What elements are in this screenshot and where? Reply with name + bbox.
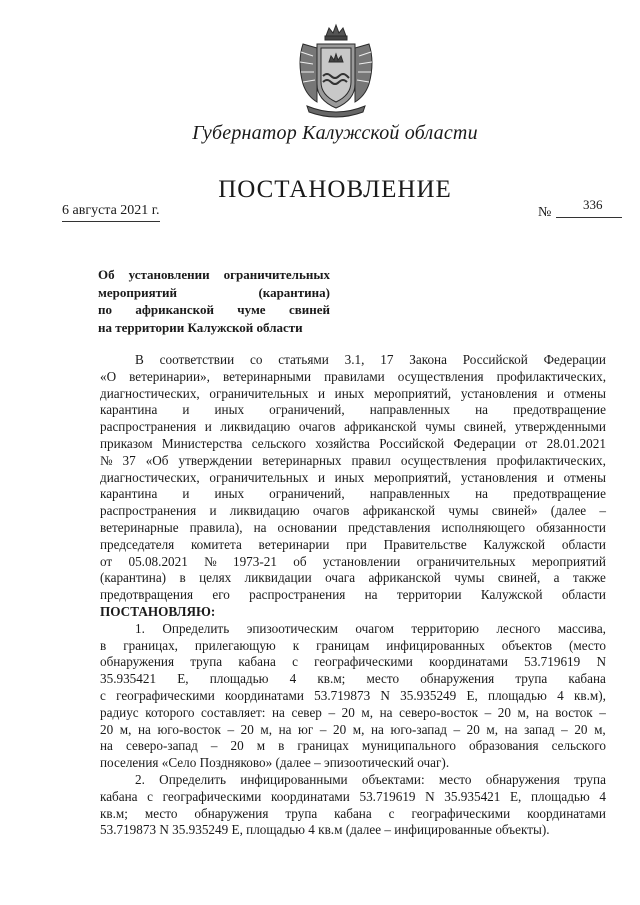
word: Российской bbox=[379, 435, 445, 451]
word: очага bbox=[325, 570, 356, 586]
word: и bbox=[317, 385, 326, 401]
word: м bbox=[256, 738, 266, 754]
number-sign: № bbox=[538, 205, 552, 220]
word: мероприятий, bbox=[373, 385, 452, 401]
word: ликвидацию bbox=[229, 503, 300, 519]
word: иных bbox=[334, 469, 365, 485]
word: радиус bbox=[100, 704, 139, 720]
word: ветеринарии», bbox=[129, 368, 210, 384]
subject-line bbox=[98, 266, 330, 284]
word: место bbox=[438, 771, 472, 787]
word: иных bbox=[334, 385, 365, 401]
word: – bbox=[453, 721, 461, 737]
body-line bbox=[100, 654, 606, 671]
word: от bbox=[525, 435, 538, 451]
word: в bbox=[179, 570, 186, 586]
body-line bbox=[100, 520, 606, 537]
word: кабана bbox=[334, 805, 372, 821]
word: основании bbox=[277, 519, 338, 535]
word: координатами bbox=[527, 805, 606, 821]
word: Правительстве bbox=[383, 536, 467, 552]
body-line bbox=[100, 822, 606, 839]
word: № bbox=[204, 553, 217, 569]
word: свиней, bbox=[463, 419, 507, 435]
word: кабана bbox=[238, 654, 276, 670]
body-line bbox=[100, 419, 606, 436]
word: диагностических, bbox=[100, 385, 200, 401]
body-line bbox=[100, 436, 606, 453]
body-line bbox=[100, 604, 606, 621]
word: на bbox=[379, 704, 393, 720]
word: кабана bbox=[568, 671, 606, 687]
word: правила), bbox=[189, 519, 243, 535]
body-line bbox=[100, 537, 606, 554]
word: Определить bbox=[162, 620, 230, 636]
word: восток bbox=[555, 704, 593, 720]
word: которого bbox=[145, 704, 195, 720]
word: 35.935421 bbox=[100, 671, 157, 687]
word: на bbox=[137, 721, 151, 737]
word: кв.м), bbox=[573, 687, 606, 703]
word: 1973-21 bbox=[232, 553, 277, 569]
word: географическими bbox=[314, 654, 413, 670]
word: ограничительных bbox=[209, 469, 309, 485]
word: E, bbox=[177, 671, 189, 687]
word: Федерации bbox=[543, 352, 606, 367]
decree-keyword: ПОСТАНОВЛЯЮ: bbox=[100, 603, 216, 619]
word: его bbox=[212, 587, 230, 603]
word: образования bbox=[469, 738, 539, 754]
word: лесного bbox=[496, 620, 541, 636]
body-line bbox=[100, 587, 606, 604]
document-number: 336 bbox=[583, 197, 603, 212]
word: ветеринарные bbox=[100, 519, 179, 535]
word: об bbox=[293, 553, 307, 569]
word: м, bbox=[260, 721, 272, 737]
word: – bbox=[484, 704, 492, 720]
word: ликвидацию bbox=[220, 419, 291, 435]
word: запад bbox=[524, 721, 555, 737]
body-line bbox=[100, 755, 606, 772]
word: 35.935421 bbox=[444, 788, 501, 804]
word: чумы bbox=[425, 419, 456, 435]
body-line bbox=[100, 369, 606, 386]
word: предотвращение bbox=[513, 486, 606, 502]
body-line bbox=[100, 486, 606, 503]
word: на bbox=[475, 402, 488, 418]
word: территорию bbox=[411, 620, 479, 636]
word: на bbox=[475, 486, 488, 502]
word: N bbox=[425, 788, 435, 804]
word: с bbox=[292, 654, 298, 670]
word: ликвидации bbox=[244, 570, 312, 586]
word: составляет: bbox=[201, 704, 266, 720]
word: север bbox=[291, 704, 322, 720]
word: Министерства bbox=[161, 435, 243, 451]
word: африканской bbox=[135, 302, 214, 317]
word: границам bbox=[316, 637, 370, 653]
word: ограничительных bbox=[209, 385, 309, 401]
word: на bbox=[504, 721, 518, 737]
word: – bbox=[599, 704, 606, 720]
word: 20 bbox=[574, 721, 588, 737]
word: эпизоотическим bbox=[246, 620, 338, 636]
word: 17 bbox=[380, 352, 394, 367]
word: Российской bbox=[462, 352, 528, 367]
word: 20 bbox=[100, 721, 114, 737]
word: координатами bbox=[225, 687, 304, 703]
word: осуществления bbox=[397, 368, 484, 384]
word: с bbox=[147, 788, 154, 804]
word: со bbox=[249, 352, 263, 367]
word: координатами bbox=[270, 788, 350, 804]
word: инфицированными bbox=[240, 771, 348, 787]
word: и bbox=[317, 469, 326, 485]
document-number-field bbox=[538, 197, 628, 223]
word: мероприятий bbox=[531, 553, 606, 569]
word: при bbox=[346, 536, 367, 552]
word: на bbox=[100, 738, 113, 754]
document-date: 6 августа 2021 г. bbox=[62, 203, 160, 218]
body-line bbox=[100, 621, 606, 638]
number-underline bbox=[556, 217, 622, 218]
coat-of-arms-icon bbox=[293, 22, 379, 120]
word: границах, bbox=[123, 637, 178, 653]
word: E, bbox=[466, 687, 478, 703]
word: ветеринарных bbox=[262, 452, 342, 468]
word: установления bbox=[460, 469, 538, 485]
document-body bbox=[100, 352, 606, 839]
word: территории bbox=[396, 587, 462, 603]
word: и bbox=[546, 469, 555, 485]
word: хозяйства bbox=[315, 435, 370, 451]
word: отмены bbox=[563, 385, 606, 401]
word: на bbox=[371, 721, 384, 737]
word: – bbox=[319, 721, 327, 737]
word: Закона bbox=[409, 352, 447, 367]
word: объектами: bbox=[361, 771, 425, 787]
word: географическими bbox=[116, 687, 215, 703]
word: установления bbox=[460, 385, 538, 401]
date-underline bbox=[62, 221, 160, 222]
word: 20 bbox=[333, 721, 347, 737]
word: 20 bbox=[230, 738, 244, 754]
word: мероприятий, bbox=[373, 469, 452, 485]
word: с bbox=[100, 687, 106, 703]
word: 35.935249 bbox=[400, 687, 457, 703]
word: муниципального bbox=[361, 738, 456, 754]
word: иных bbox=[214, 486, 245, 502]
word: географическими bbox=[411, 805, 511, 821]
body-line bbox=[100, 352, 606, 369]
word: юг bbox=[298, 721, 314, 737]
word: утвержденными bbox=[514, 419, 606, 435]
word: м, bbox=[486, 721, 499, 737]
word: на bbox=[271, 704, 285, 720]
word: правил bbox=[351, 452, 391, 468]
word: Калужской bbox=[483, 536, 546, 552]
word: Калужской bbox=[480, 587, 543, 603]
document-type-title: ПОСТАНОВЛЕНИЕ bbox=[218, 176, 452, 203]
word: географическими bbox=[162, 788, 262, 804]
word: северо-запад bbox=[125, 738, 198, 754]
word: установлении bbox=[322, 553, 401, 569]
word: м, bbox=[361, 704, 374, 720]
word: место bbox=[144, 805, 178, 821]
subject-line bbox=[98, 284, 330, 302]
body-line bbox=[100, 386, 606, 403]
word: также bbox=[572, 570, 606, 586]
word: направленных bbox=[369, 486, 451, 502]
word: объектов bbox=[501, 637, 553, 653]
word: № bbox=[100, 452, 113, 468]
word: (карантина) bbox=[100, 570, 167, 586]
document-subject bbox=[98, 266, 330, 336]
word: северо-восток bbox=[399, 704, 479, 720]
word: установлении bbox=[128, 267, 210, 282]
word: кабана bbox=[100, 788, 138, 804]
word: 4 bbox=[289, 671, 297, 687]
word: и bbox=[182, 402, 190, 418]
word: Об bbox=[98, 267, 115, 282]
word: и bbox=[209, 503, 217, 519]
body-line bbox=[100, 503, 606, 520]
body-line bbox=[100, 453, 606, 470]
word: отмены bbox=[563, 469, 606, 485]
word: Определить bbox=[159, 771, 227, 787]
word: африканской bbox=[344, 419, 417, 435]
word: координатами bbox=[429, 654, 508, 670]
word: площадью bbox=[488, 687, 547, 703]
body-line bbox=[100, 470, 606, 487]
word: в bbox=[278, 738, 285, 754]
word: м, bbox=[352, 721, 365, 737]
word: свиней bbox=[288, 302, 330, 317]
body-line bbox=[100, 738, 606, 755]
word: свиней» bbox=[491, 503, 538, 519]
word: чумы bbox=[454, 570, 485, 586]
word: – bbox=[599, 503, 606, 519]
word: от bbox=[100, 553, 113, 569]
word: по bbox=[98, 302, 112, 317]
word: на bbox=[278, 721, 292, 737]
word: сельского bbox=[551, 738, 606, 754]
word: области bbox=[561, 536, 606, 552]
word: кв.м; bbox=[100, 805, 128, 821]
word: с bbox=[388, 805, 395, 821]
word: целях bbox=[199, 570, 232, 586]
word: распространения bbox=[100, 503, 197, 519]
word: 20 bbox=[341, 704, 355, 720]
word: а bbox=[553, 570, 560, 586]
word: (далее bbox=[550, 503, 587, 519]
word: на bbox=[535, 704, 549, 720]
word: представления bbox=[348, 519, 431, 535]
word: 05.08.2021 bbox=[128, 553, 188, 569]
word: соответствии bbox=[159, 352, 235, 367]
word: трупа bbox=[574, 771, 606, 787]
word: массива, bbox=[557, 620, 606, 636]
word: правилами bbox=[324, 368, 385, 384]
word: 37 bbox=[122, 452, 136, 468]
word: юго-восток bbox=[157, 721, 221, 737]
word: м, bbox=[517, 704, 530, 720]
word: профилактических, bbox=[496, 452, 606, 468]
word: утверждении bbox=[178, 452, 253, 468]
word: ветеринарными bbox=[222, 368, 312, 384]
word: ограничений, bbox=[269, 402, 345, 418]
word: и bbox=[182, 486, 190, 502]
word: на bbox=[364, 587, 378, 603]
word: чуме bbox=[237, 302, 266, 317]
word: – bbox=[561, 721, 568, 737]
word: области bbox=[561, 587, 606, 603]
word: м, bbox=[119, 721, 132, 737]
word: юго-запад bbox=[390, 721, 447, 737]
word: 4 bbox=[599, 788, 606, 804]
word: «О bbox=[100, 368, 117, 384]
word: комитета bbox=[190, 536, 242, 552]
word: м, bbox=[594, 721, 606, 737]
word: исполняющего bbox=[441, 519, 526, 535]
word: 53.719619 bbox=[524, 654, 581, 670]
word: 53.719873 bbox=[314, 687, 371, 703]
word: на bbox=[253, 519, 267, 535]
word: статьями bbox=[278, 352, 329, 367]
word: африканской bbox=[368, 570, 441, 586]
word: E, bbox=[509, 788, 522, 804]
word: N bbox=[596, 654, 606, 670]
word: ограничительных bbox=[223, 267, 330, 282]
body-line bbox=[100, 554, 606, 571]
word: осуществления bbox=[400, 452, 487, 468]
word: Федерации bbox=[453, 435, 516, 451]
word: площадью bbox=[209, 671, 269, 687]
word: 4 bbox=[557, 687, 564, 703]
word: поселения «Село Поздняково» (далее – эпизоотический очаг). bbox=[100, 755, 450, 771]
word: 53.719873 N 35.935249 E, площадью 4 кв.м (далее – инфицированные объекты). bbox=[100, 822, 550, 838]
word: 20 bbox=[466, 721, 480, 737]
word: обнаружения bbox=[194, 805, 269, 821]
word: профилактических, bbox=[496, 368, 606, 384]
word: – bbox=[227, 721, 235, 737]
body-line bbox=[100, 705, 606, 722]
word: ограничительных bbox=[416, 553, 516, 569]
body-line bbox=[100, 722, 606, 739]
word: мероприятий bbox=[98, 284, 177, 300]
word: В bbox=[135, 352, 144, 367]
authority-title: Губернатор Калужской области bbox=[192, 122, 478, 144]
word: распространения bbox=[100, 419, 197, 435]
word: направленных bbox=[369, 402, 451, 418]
word: карантина bbox=[100, 486, 158, 502]
word: на территории Калужской области bbox=[98, 319, 303, 335]
word: прилегающую bbox=[194, 637, 276, 653]
word: площадью bbox=[530, 788, 590, 804]
word: границах bbox=[297, 738, 349, 754]
word: 28.01.2021 bbox=[546, 435, 606, 451]
word: 20 bbox=[497, 704, 511, 720]
word: африканской bbox=[362, 503, 436, 519]
body-line bbox=[100, 789, 606, 806]
word: обнаружения bbox=[485, 771, 560, 787]
word: очагов bbox=[298, 419, 336, 435]
body-line bbox=[100, 402, 606, 419]
word: приказом bbox=[100, 435, 153, 451]
body-line bbox=[100, 806, 606, 823]
word: иных bbox=[214, 402, 245, 418]
word: диагностических, bbox=[100, 469, 200, 485]
body-line bbox=[100, 671, 606, 688]
subject-line bbox=[98, 319, 330, 337]
word: чумы bbox=[448, 503, 479, 519]
word: трупа bbox=[285, 805, 318, 821]
word: и bbox=[204, 419, 212, 435]
word: предотвращения bbox=[100, 587, 194, 603]
word: к bbox=[292, 637, 300, 653]
subject-line bbox=[98, 301, 330, 319]
body-line bbox=[100, 688, 606, 705]
word: ограничений, bbox=[269, 486, 345, 502]
word: трупа bbox=[190, 654, 223, 670]
word: карантина bbox=[100, 402, 158, 418]
word: очагом bbox=[355, 620, 394, 636]
word: 20 bbox=[240, 721, 254, 737]
body-line bbox=[100, 772, 606, 789]
word: сельского bbox=[251, 435, 307, 451]
word: свиней, bbox=[497, 570, 541, 586]
word: 53.719619 bbox=[359, 788, 416, 804]
word: – bbox=[210, 738, 218, 754]
word: и bbox=[546, 385, 555, 401]
word: кв.м; bbox=[317, 671, 346, 687]
word: инфицированных bbox=[386, 637, 485, 653]
word: – bbox=[328, 704, 336, 720]
word: трупа bbox=[515, 671, 548, 687]
word: в bbox=[100, 637, 107, 653]
word: (карантина) bbox=[258, 284, 330, 300]
word: «Об bbox=[145, 452, 169, 468]
word: обнаружения bbox=[100, 654, 175, 670]
word: 2. bbox=[135, 771, 145, 787]
word: (место bbox=[569, 637, 606, 653]
body-line bbox=[100, 638, 606, 655]
word: 3.1, bbox=[344, 352, 365, 367]
word: обязанности bbox=[536, 519, 606, 535]
word: 1. bbox=[135, 620, 145, 636]
word: председателя bbox=[100, 536, 175, 552]
word: предотвращение bbox=[513, 402, 606, 418]
word: N bbox=[380, 687, 390, 703]
word: обнаружения bbox=[420, 671, 495, 687]
word: место bbox=[366, 671, 400, 687]
word: распространения bbox=[249, 587, 346, 603]
body-line bbox=[100, 570, 606, 587]
word: очагов bbox=[312, 503, 350, 519]
word: ветеринарии bbox=[258, 536, 330, 552]
